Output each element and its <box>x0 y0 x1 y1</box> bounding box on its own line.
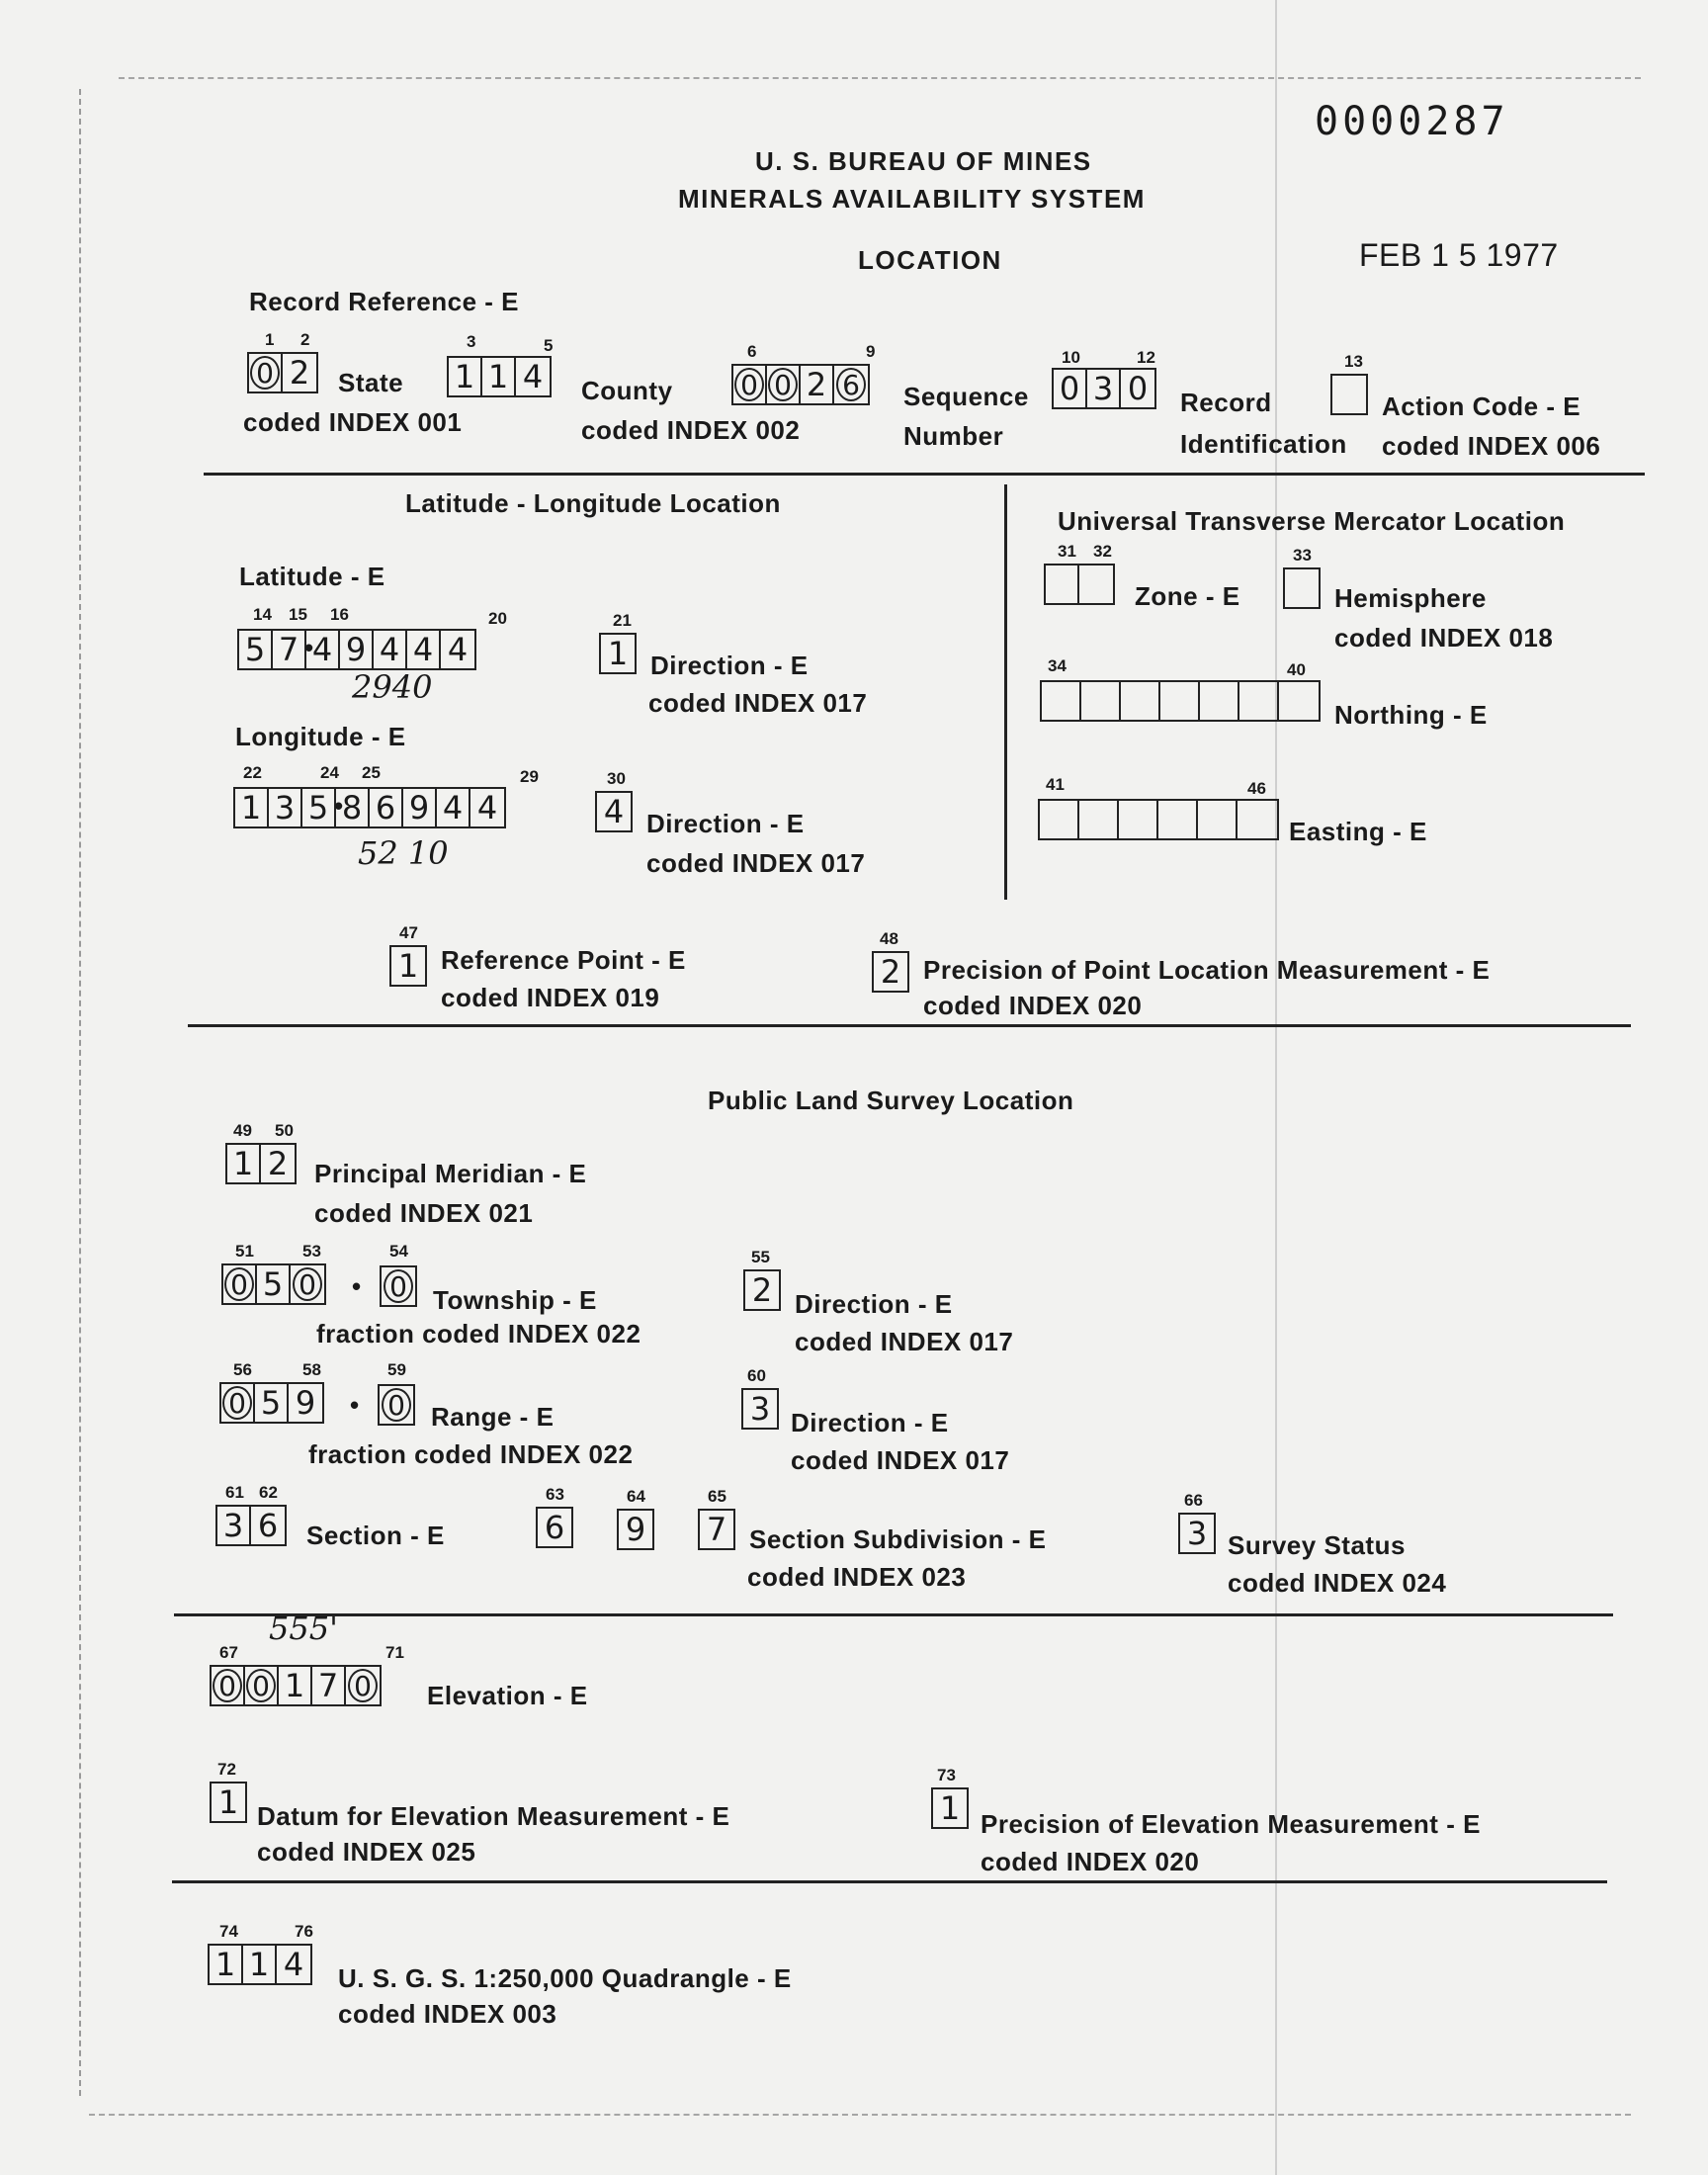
decimal-dot: • <box>352 1271 362 1301</box>
zone-label: Zone - E <box>1135 581 1240 611</box>
decimal-dot: • <box>304 633 314 662</box>
code-cell: 1 <box>397 947 419 985</box>
sequence-sub: Number <box>903 421 1004 451</box>
subdivision-box-2[interactable] <box>617 1509 654 1550</box>
section-divider <box>188 1024 1631 1027</box>
code-cell: 1 <box>939 1789 961 1827</box>
range-boxes[interactable] <box>219 1382 324 1424</box>
code-cell: 0 <box>221 1384 255 1422</box>
code-cell: 4 <box>603 793 625 830</box>
long-direction-label: Direction - E <box>646 809 805 838</box>
code-cell: 2 <box>801 366 834 403</box>
code-cell <box>1040 801 1079 838</box>
record-id-label: Record <box>1180 388 1272 417</box>
quadrangle-boxes[interactable] <box>208 1944 312 1985</box>
code-cell: 4 <box>437 789 470 826</box>
position-number: 3 <box>467 332 476 351</box>
longitude-handwritten: 52 10 <box>358 834 449 872</box>
code-cell: 7 <box>273 631 306 668</box>
position-number: 29 <box>520 767 539 786</box>
code-cell: 1 <box>482 358 516 395</box>
code-cell <box>1042 682 1081 720</box>
long-direction-box[interactable] <box>595 791 633 832</box>
latitude-label: Latitude - E <box>239 562 385 591</box>
datum-box[interactable] <box>210 1782 247 1823</box>
long-direction-sub: coded INDEX 017 <box>646 848 866 878</box>
code-cell <box>1046 566 1079 603</box>
township-label: Township - E <box>433 1285 597 1315</box>
latlong-heading: Latitude - Longitude Location <box>405 488 781 518</box>
system-title: MINERALS AVAILABILITY SYSTEM <box>678 184 1146 214</box>
code-cell: 0 <box>291 1265 324 1303</box>
sequence-number-boxes[interactable] <box>731 364 870 405</box>
fold-line <box>1275 0 1277 2175</box>
code-cell <box>1119 801 1158 838</box>
position-number: 31 <box>1058 542 1076 561</box>
code-cell: 0 <box>1127 370 1149 407</box>
subdivision-box-3[interactable] <box>698 1509 735 1550</box>
position-number: 12 <box>1137 348 1155 367</box>
code-cell <box>1079 801 1119 838</box>
code-cell <box>1121 682 1160 720</box>
position-number: 33 <box>1293 546 1312 565</box>
lat-direction-sub: coded INDEX 017 <box>648 688 868 718</box>
reference-point-sub: coded INDEX 019 <box>441 983 660 1012</box>
position-number: 9 <box>866 342 876 361</box>
section-divider <box>204 473 1645 476</box>
code-cell: 4 <box>306 631 340 668</box>
record-reference-heading: Record Reference - E <box>249 287 519 316</box>
code-cell: 5 <box>257 1265 291 1303</box>
township-sub: fraction coded INDEX 022 <box>316 1319 641 1348</box>
latitude-handwritten: 2940 <box>352 668 433 706</box>
code-cell: 2 <box>289 354 310 392</box>
action-code-box[interactable] <box>1330 374 1368 415</box>
code-cell: 1 <box>279 1667 312 1704</box>
code-cell: 1 <box>243 1946 277 1983</box>
survey-status-sub: coded INDEX 024 <box>1228 1568 1447 1598</box>
code-cell <box>1079 566 1113 603</box>
position-number: 76 <box>295 1922 313 1941</box>
position-number: 6 <box>747 342 757 361</box>
agency-title: U. S. BUREAU OF MINES <box>755 146 1092 176</box>
position-number: 72 <box>217 1760 236 1779</box>
document-number: 0000287 <box>1315 99 1509 144</box>
subdivision-sub: coded INDEX 023 <box>747 1562 967 1592</box>
survey-status-box[interactable] <box>1178 1513 1216 1554</box>
position-number: 46 <box>1247 779 1266 798</box>
position-number: 14 <box>253 605 272 624</box>
position-number: 1 <box>265 330 275 349</box>
code-cell: 0 <box>382 1267 415 1305</box>
code-cell: 0 <box>733 366 767 403</box>
code-cell: 9 <box>403 789 437 826</box>
code-cell: 7 <box>706 1511 727 1548</box>
position-number: 22 <box>243 763 262 782</box>
action-code-sub: coded INDEX 006 <box>1382 431 1601 461</box>
code-cell <box>1285 569 1319 607</box>
code-cell: 9 <box>295 1384 316 1422</box>
code-cell: 2 <box>751 1271 773 1309</box>
decimal-dot: • <box>334 791 344 821</box>
code-cell: 4 <box>283 1946 304 1983</box>
date-stamp: FEB 1 5 1977 <box>1359 237 1559 273</box>
position-number: 60 <box>747 1366 766 1385</box>
code-cell: 1 <box>210 1946 243 1983</box>
position-number: 67 <box>219 1643 238 1662</box>
code-cell: 3 <box>1186 1515 1208 1552</box>
precision-elevation-sub: coded INDEX 020 <box>981 1847 1200 1876</box>
northing-boxes[interactable] <box>1040 680 1321 722</box>
code-cell: 1 <box>235 789 269 826</box>
township-direction-label: Direction - E <box>795 1289 953 1319</box>
reference-point-box[interactable] <box>389 945 427 987</box>
record-id-sub: Identification <box>1180 429 1347 459</box>
elevation-label: Elevation - E <box>427 1681 588 1710</box>
county-code-boxes[interactable] <box>447 356 552 397</box>
meridian-label: Principal Meridian - E <box>314 1159 587 1188</box>
zone-boxes[interactable] <box>1044 564 1115 605</box>
code-cell: 4 <box>374 631 407 668</box>
code-cell: 6 <box>370 789 403 826</box>
township-boxes[interactable] <box>221 1263 326 1305</box>
state-code-boxes[interactable] <box>247 352 318 393</box>
hemisphere-box[interactable] <box>1283 567 1321 609</box>
page-edge-bottom <box>89 2114 1631 2116</box>
code-cell <box>1332 376 1366 413</box>
code-cell <box>1239 682 1279 720</box>
section-label: Section - E <box>306 1521 445 1550</box>
quadrangle-label: U. S. G. S. 1:250,000 Quadrangle - E <box>338 1963 792 1993</box>
code-cell: 0 <box>380 1386 413 1424</box>
code-cell: 6 <box>544 1509 565 1546</box>
position-number: 24 <box>320 763 339 782</box>
precision-elevation-box[interactable] <box>931 1787 969 1829</box>
code-cell: 4 <box>407 631 441 668</box>
subdivision-box-1[interactable] <box>536 1507 573 1548</box>
position-number: 58 <box>302 1360 321 1379</box>
county-sub: coded INDEX 002 <box>581 415 801 445</box>
pls-heading: Public Land Survey Location <box>708 1086 1074 1115</box>
code-cell: 9 <box>625 1511 646 1548</box>
code-cell: 4 <box>447 631 469 668</box>
reference-point-label: Reference Point - E <box>441 945 686 975</box>
code-cell <box>1238 801 1277 838</box>
utm-heading: Universal Transverse Mercator Location <box>1058 506 1566 536</box>
latitude-boxes[interactable] <box>237 629 476 670</box>
code-cell: 9 <box>340 631 374 668</box>
code-cell: 5 <box>239 631 273 668</box>
page-edge-left <box>79 89 81 2096</box>
code-cell: 0 <box>212 1667 245 1704</box>
position-number: 10 <box>1062 348 1080 367</box>
code-cell: 2 <box>267 1145 289 1182</box>
code-cell: 6 <box>257 1507 279 1544</box>
code-cell: 1 <box>607 635 629 672</box>
code-cell: 0 <box>223 1265 257 1303</box>
position-number: 5 <box>544 336 554 355</box>
code-cell: 3 <box>749 1390 771 1428</box>
code-cell: 4 <box>476 789 498 826</box>
code-cell <box>1081 682 1121 720</box>
position-number: 15 <box>289 605 307 624</box>
position-number: 25 <box>362 763 381 782</box>
hemisphere-label: Hemisphere <box>1334 583 1487 613</box>
decimal-dot: • <box>350 1390 360 1420</box>
quadrangle-sub: coded INDEX 003 <box>338 1999 557 2029</box>
position-number: 50 <box>275 1121 294 1140</box>
elevation-handwritten: 555' <box>269 1610 338 1647</box>
code-cell: 5 <box>255 1384 289 1422</box>
range-direction-label: Direction - E <box>791 1408 949 1437</box>
range-direction-box[interactable] <box>741 1388 779 1430</box>
form-title: LOCATION <box>858 245 1002 275</box>
position-number: 65 <box>708 1487 726 1506</box>
precision-point-box[interactable] <box>872 951 909 993</box>
code-cell: 4 <box>522 358 544 395</box>
code-cell: 3 <box>1087 370 1121 407</box>
range-label: Range - E <box>431 1402 555 1432</box>
longitude-label: Longitude - E <box>235 722 406 751</box>
section-divider <box>174 1613 1613 1616</box>
code-cell <box>1160 682 1200 720</box>
datum-label: Datum for Elevation Measurement - E <box>257 1801 730 1831</box>
county-label: County <box>581 376 673 405</box>
longitude-boxes[interactable] <box>233 787 506 828</box>
position-number: 66 <box>1184 1491 1203 1510</box>
position-number: 21 <box>613 611 632 630</box>
position-number: 30 <box>607 769 626 788</box>
position-number: 74 <box>219 1922 238 1941</box>
position-number: 51 <box>235 1242 254 1261</box>
precision-point-sub: coded INDEX 020 <box>923 991 1143 1020</box>
position-number: 64 <box>627 1487 645 1506</box>
range-sub: fraction coded INDEX 022 <box>308 1439 634 1469</box>
position-number: 73 <box>937 1766 956 1784</box>
range-fraction-box[interactable] <box>378 1384 415 1426</box>
township-direction-sub: coded INDEX 017 <box>795 1327 1014 1356</box>
code-cell: 0 <box>767 366 801 403</box>
position-number: 63 <box>546 1485 564 1504</box>
state-label: State <box>338 368 404 397</box>
position-number: 13 <box>1344 352 1363 371</box>
position-number: 55 <box>751 1248 770 1266</box>
meridian-boxes[interactable] <box>225 1143 297 1184</box>
code-cell: 0 <box>1054 370 1087 407</box>
column-divider <box>1004 484 1007 900</box>
easting-boxes[interactable] <box>1038 799 1279 840</box>
code-cell: 5 <box>302 789 336 826</box>
code-cell <box>1200 682 1239 720</box>
code-cell: 6 <box>834 366 868 403</box>
position-number: 34 <box>1048 656 1067 675</box>
lat-direction-box[interactable] <box>599 633 637 674</box>
position-number: 32 <box>1093 542 1112 561</box>
position-number: 71 <box>385 1643 404 1662</box>
code-cell <box>1279 682 1319 720</box>
position-number: 54 <box>389 1242 408 1261</box>
code-cell: 0 <box>245 1667 279 1704</box>
elevation-boxes[interactable] <box>210 1665 382 1706</box>
code-cell: 8 <box>336 789 370 826</box>
code-cell <box>1198 801 1238 838</box>
precision-elevation-label: Precision of Elevation Measurement - E <box>981 1809 1481 1839</box>
position-number: 48 <box>880 929 898 948</box>
position-number: 61 <box>225 1483 244 1502</box>
state-sub: coded INDEX 001 <box>243 407 463 437</box>
position-number: 62 <box>259 1483 278 1502</box>
section-divider <box>172 1880 1607 1883</box>
position-number: 2 <box>300 330 310 349</box>
township-fraction-box[interactable] <box>380 1265 417 1307</box>
position-number: 49 <box>233 1121 252 1140</box>
code-cell: 1 <box>449 358 482 395</box>
meridian-sub: coded INDEX 021 <box>314 1198 534 1228</box>
position-number: 16 <box>330 605 349 624</box>
action-code-label: Action Code - E <box>1382 392 1581 421</box>
record-id-boxes[interactable] <box>1052 368 1156 409</box>
code-cell: 0 <box>346 1667 380 1704</box>
lat-direction-label: Direction - E <box>650 651 809 680</box>
code-cell <box>1158 801 1198 838</box>
code-cell: 3 <box>217 1507 251 1544</box>
code-cell: 1 <box>227 1145 261 1182</box>
code-cell: 3 <box>269 789 302 826</box>
hemisphere-sub: coded INDEX 018 <box>1334 623 1554 652</box>
position-number: 41 <box>1046 775 1065 794</box>
easting-label: Easting - E <box>1289 817 1427 846</box>
code-cell: 1 <box>217 1784 239 1821</box>
township-direction-box[interactable] <box>743 1269 781 1311</box>
position-number: 20 <box>488 609 507 628</box>
northing-label: Northing - E <box>1334 700 1488 730</box>
position-number: 59 <box>387 1360 406 1379</box>
subdivision-label: Section Subdivision - E <box>749 1524 1047 1554</box>
page-edge-top <box>119 77 1641 79</box>
survey-status-label: Survey Status <box>1228 1530 1406 1560</box>
sequence-label: Sequence <box>903 382 1029 411</box>
range-direction-sub: coded INDEX 017 <box>791 1445 1010 1475</box>
precision-point-label: Precision of Point Location Measurement - E <box>923 955 1491 985</box>
datum-sub: coded INDEX 025 <box>257 1837 476 1867</box>
position-number: 40 <box>1287 660 1306 679</box>
position-number: 56 <box>233 1360 252 1379</box>
code-cell: 2 <box>880 953 901 991</box>
position-number: 53 <box>302 1242 321 1261</box>
code-cell: 0 <box>249 354 283 392</box>
section-boxes[interactable] <box>215 1505 287 1546</box>
code-cell: 7 <box>312 1667 346 1704</box>
position-number: 47 <box>399 923 418 942</box>
